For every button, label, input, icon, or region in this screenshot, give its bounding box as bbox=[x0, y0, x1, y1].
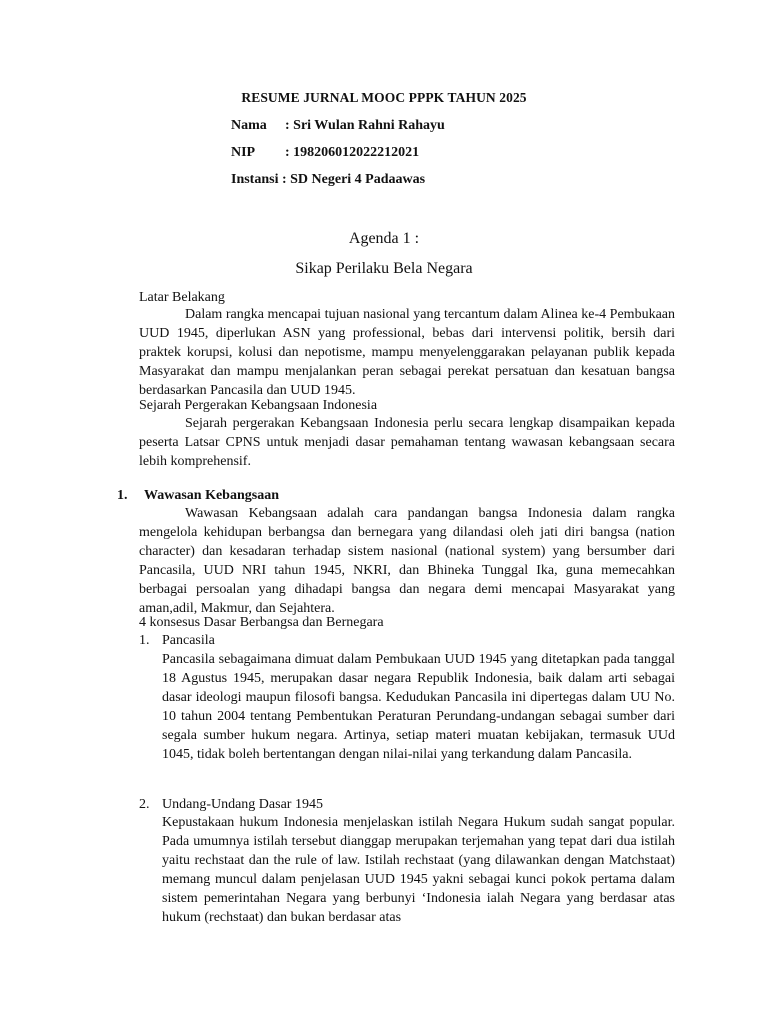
meta-instansi bbox=[231, 170, 425, 189]
section-paragraph bbox=[139, 504, 675, 618]
latar-body: Dalam rangka mencapai tujuan nasional yang tercantum dalam Alinea ke-4 Pembukaan UUD 1945, diperlukan ASN yang professional, bebas dari intervensi politik, bersih dari praktek korupsi, kolusi dan nepotisme, mampu menyelenggarakan pelayanan publik kepada Masyarakat dan mampu menjalankan peran sebagai perekat persatuan dan kesatuan bangsa berdasarkan Pancasila dan UUD 1945. bbox=[139, 307, 675, 398]
meta-nip bbox=[231, 143, 419, 162]
konsesus-line: 4 konsesus Dasar Berbangsa dan Bernegara bbox=[139, 615, 384, 630]
agenda-number: Agenda 1 : bbox=[348, 230, 420, 247]
list-item-heading: Undang-Undang Dasar 1945 bbox=[162, 797, 323, 812]
list-item-heading: Pancasila bbox=[162, 633, 215, 648]
list-item-number: 1. bbox=[139, 633, 150, 648]
latar-paragraph bbox=[139, 305, 675, 400]
latar-heading: Latar Belakang bbox=[139, 290, 225, 305]
list-item-title bbox=[139, 795, 323, 814]
sejarah-heading: Sejarah Pergerakan Kebangsaan Indonesia bbox=[139, 398, 378, 413]
sejarah-paragraph bbox=[139, 414, 675, 471]
list-item-number: 2. bbox=[139, 797, 150, 812]
section-body: Wawasan Kebangsaan adalah cara pandangan bangsa Indonesia dalam rangka mengelola kehidupan berbangsa dan bernegara yang dilandasi oleh jati diri bangsa (nation character) dan kesadaran terhadap sistem nasional (national system) yang bersumber dari Pancasila, UUD NRI tahun 1945, NKRI, dan Bhineka Tunggal Ika, guna memecahkan berbagai persoalan yang dihadapi bangsa dan negara demi mencapai Masyarakat yang aman,adil, Makmur, dan Sejahtera. bbox=[139, 506, 675, 616]
section-heading bbox=[117, 486, 279, 505]
list-item-body: Kepustakaan hukum Indonesia menjelaskan istilah Negara Hukum sudah sangat popular. Pada umumnya istilah tersebut dianggap merupakan terjemahan yang tepat dari dua istilah yaitu rechstaat dan the rule of law. Istilah rechstaat (yang dilawankan dengan Matchstaat) memang muncul dalam penjelasan UUD 1945 yakni sebagai kunci pokok pertama dalam sistem pemerintahan Negara yang berbunyi ‘Indonesia ialah Negara yang berdasar atas hukum (rechstaat) dan bukan berdasar atas bbox=[162, 815, 675, 925]
agenda-title: Sikap Perilaku Bela Negara bbox=[295, 260, 473, 277]
nip-value: : 198206012022212021 bbox=[285, 145, 420, 160]
nama-label: Nama bbox=[231, 118, 267, 133]
instansi-label: Instansi bbox=[231, 172, 279, 187]
list-item-body: Pancasila sebagaimana dimuat dalam Pembukaan UUD 1945 yang ditetapkan pada tanggal 18 Agustus 1945, merupakan dasar negara Republik Indonesia, baik dalam arti sebagai dasar ideologi maupun filosofi bangsa. Kedudukan Pancasila ini dipertegas dalam UU No. 10 tahun 2004 tentang Pembentukan Peraturan Perundang-undangan sebagai sumber dari segala sumber hukum negara. Artinya, setiap materi muatan kebijakan, termasuk UUd 1045, tidak boleh bertentangan dengan nilai-nilai yang terkandung dalam Pancasila. bbox=[162, 652, 675, 762]
section-title: Wawasan Kebangsaan bbox=[144, 488, 279, 503]
meta-nama bbox=[231, 116, 445, 135]
document-title: RESUME JURNAL MOOC PPPK TAHUN 2025 bbox=[241, 90, 527, 105]
instansi-value: : SD Negeri 4 Padaawas bbox=[281, 172, 426, 187]
sejarah-body: Sejarah pergerakan Kebangsaan Indonesia perlu secara lengkap disampaikan kepada peserta Latsar CPNS untuk menjadi dasar pemahaman tentang wawasan kebangsaan secara lebih komprehensif. bbox=[139, 416, 675, 469]
nip-label: NIP bbox=[231, 145, 256, 160]
nama-value: : Sri Wulan Rahni Rahayu bbox=[285, 118, 445, 133]
section-number: 1. bbox=[117, 488, 128, 503]
list-item-title bbox=[139, 631, 215, 650]
